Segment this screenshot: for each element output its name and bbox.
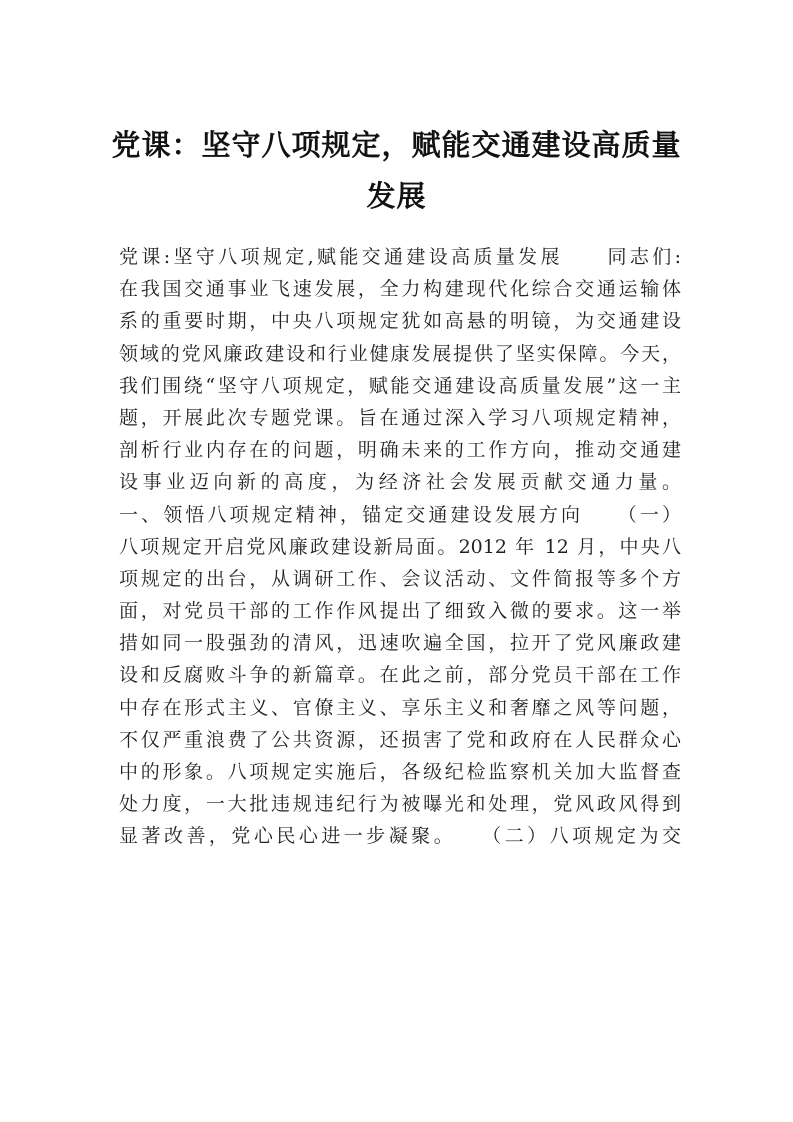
- body-line-1: 党课:坚守八项规定,赋能交通建设高质量发展 同志们:: [119, 246, 681, 268]
- body-line-7: 剖析行业内存在的问题，明确未来的工作方向，推动交通建: [119, 439, 681, 462]
- body-line-9: 一、领悟八项规定精神，锚定交通建设发展方向 （一）: [119, 503, 681, 526]
- body-line-4: 领域的党风廉政建设和行业健康发展提供了坚实保障。今天，: [119, 342, 681, 365]
- body-line-19: 显著改善，党心民心进一步凝聚。 （二）八项规定为交: [119, 825, 681, 848]
- body-line-12: 面，对党员干部的工作作风提出了细致入微的要求。这一举: [119, 600, 681, 623]
- body-line-10: 八项规定开启党风廉政建设新局面。2012 年 12 月，中央八: [119, 535, 681, 558]
- body-line-6: 题，开展此次专题党课。旨在通过深入学习八项规定精神，: [119, 406, 681, 429]
- body-line-18: 处力度，一大批违规违纪行为被曝光和处理，党风政风得到: [119, 793, 681, 816]
- body-line-11: 项规定的出台，从调研工作、会议活动、文件简报等多个方: [119, 567, 681, 590]
- body-line-14: 设和反腐败斗争的新篇章。在此之前，部分党员干部在工作: [119, 664, 681, 687]
- document-title: [100, 120, 693, 222]
- body-line-2: 在我国交通事业飞速发展，全力构建现代化综合交通运输体: [119, 278, 681, 301]
- body-line-3: 系的重要时期，中央八项规定犹如高悬的明镜，为交通建设: [119, 310, 681, 333]
- title-line-2: 发展: [366, 179, 427, 213]
- document-body: [119, 241, 681, 853]
- body-line-16: 不仅严重浪费了公共资源，还损害了党和政府在人民群众心: [119, 728, 681, 751]
- body-line-8: 设事业迈向新的高度，为经济社会发展贡献交通力量。: [119, 471, 681, 494]
- title-line-1: 党课：坚守八项规定，赋能交通建设高质量: [111, 128, 682, 162]
- body-line-15: 中存在形式主义、官僚主义、享乐主义和奢靡之风等问题，: [119, 696, 681, 719]
- body-line-13: 措如同一股强劲的清风，迅速吹遍全国，拉开了党风廉政建: [119, 632, 681, 655]
- body-line-17: 中的形象。八项规定实施后，各级纪检监察机关加大监督查: [119, 761, 681, 783]
- body-line-5: 我们围绕“坚守八项规定，赋能交通建设高质量发展”这一主: [119, 374, 681, 397]
